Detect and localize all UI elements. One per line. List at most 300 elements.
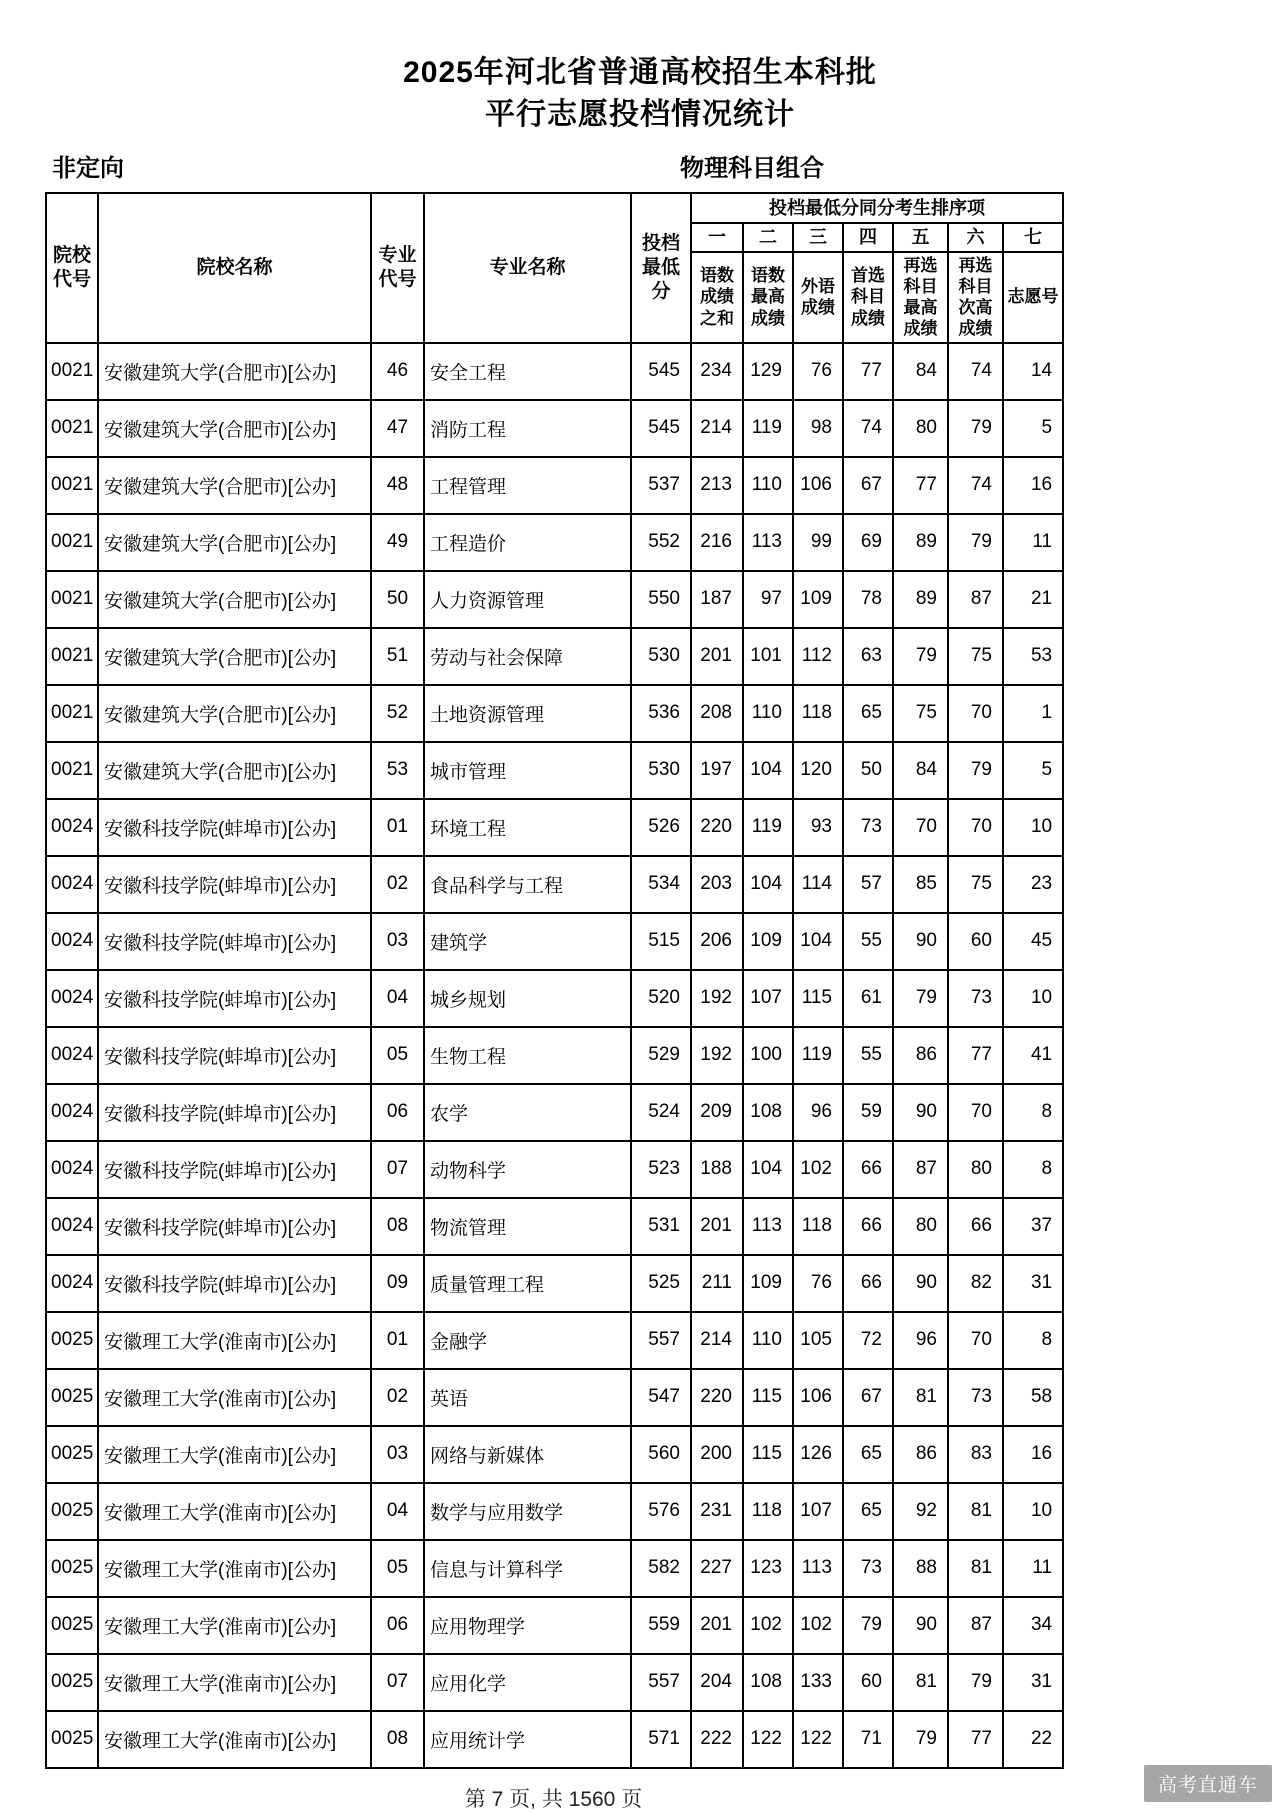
major-name-cell: 人力资源管理 <box>424 571 631 628</box>
major-code-cell: 03 <box>371 913 424 970</box>
tiebreak-4-cell: 55 <box>843 913 893 970</box>
tiebreak-3-cell: 115 <box>793 970 843 1027</box>
major-name-cell: 农学 <box>424 1084 631 1141</box>
tiebreak-num-2: 二 <box>743 223 793 252</box>
tiebreak-5-cell: 81 <box>893 1369 948 1426</box>
tiebreak-5-cell: 81 <box>893 1654 948 1711</box>
col-header-major-name: 专业名称 <box>424 193 631 343</box>
min-score-cell: 530 <box>631 628 691 685</box>
tiebreak-label-1: 语数成绩之和 <box>691 252 743 343</box>
tiebreak-2-cell: 104 <box>743 1141 793 1198</box>
college-name-cell: 安徽建筑大学(合肥市)[公办] <box>98 742 371 799</box>
college-code-cell: 0025 <box>46 1369 98 1426</box>
major-name-cell: 工程造价 <box>424 514 631 571</box>
tiebreak-1-cell: 197 <box>691 742 743 799</box>
tiebreak-7-cell: 21 <box>1003 571 1063 628</box>
tiebreak-6-cell: 79 <box>948 742 1003 799</box>
tiebreak-2-cell: 108 <box>743 1654 793 1711</box>
tiebreak-7-cell: 16 <box>1003 457 1063 514</box>
title-line-1: 2025年河北省普通高校招生本科批 <box>403 56 877 89</box>
major-code-cell: 07 <box>371 1654 424 1711</box>
tiebreak-label-3: 外语成绩 <box>793 252 843 343</box>
tiebreak-3-cell: 106 <box>793 457 843 514</box>
table-row <box>46 514 1063 571</box>
major-code-cell: 04 <box>371 1483 424 1540</box>
college-code-cell: 0021 <box>46 400 98 457</box>
table-row <box>46 1483 1063 1540</box>
tiebreak-2-cell: 102 <box>743 1597 793 1654</box>
major-name-cell: 土地资源管理 <box>424 685 631 742</box>
college-code-cell: 0025 <box>46 1483 98 1540</box>
major-code-cell: 46 <box>371 343 424 400</box>
college-code-cell: 0021 <box>46 457 98 514</box>
tiebreak-2-cell: 97 <box>743 571 793 628</box>
tiebreak-3-cell: 102 <box>793 1597 843 1654</box>
major-name-cell: 数学与应用数学 <box>424 1483 631 1540</box>
tiebreak-3-cell: 114 <box>793 856 843 913</box>
tiebreak-2-cell: 123 <box>743 1540 793 1597</box>
tiebreak-1-cell: 201 <box>691 1597 743 1654</box>
major-code-cell: 05 <box>371 1027 424 1084</box>
tiebreak-1-cell: 213 <box>691 457 743 514</box>
min-score-cell: 530 <box>631 742 691 799</box>
tiebreak-4-cell: 66 <box>843 1255 893 1312</box>
major-code-cell: 06 <box>371 1597 424 1654</box>
major-code-cell: 49 <box>371 514 424 571</box>
min-score-cell: 526 <box>631 799 691 856</box>
tiebreak-1-cell: 227 <box>691 1540 743 1597</box>
major-code-cell: 53 <box>371 742 424 799</box>
min-score-cell: 576 <box>631 1483 691 1540</box>
tiebreak-3-cell: 99 <box>793 514 843 571</box>
tiebreak-1-cell: 187 <box>691 571 743 628</box>
tiebreak-4-cell: 78 <box>843 571 893 628</box>
college-name-cell: 安徽科技学院(蚌埠市)[公办] <box>98 799 371 856</box>
table-row <box>46 1084 1063 1141</box>
major-code-cell: 08 <box>371 1198 424 1255</box>
tiebreak-6-cell: 75 <box>948 628 1003 685</box>
tiebreak-4-cell: 69 <box>843 514 893 571</box>
major-name-cell: 应用统计学 <box>424 1711 631 1768</box>
major-name-cell: 消防工程 <box>424 400 631 457</box>
college-code-cell: 0024 <box>46 1141 98 1198</box>
college-code-cell: 0021 <box>46 571 98 628</box>
major-code-cell: 03 <box>371 1426 424 1483</box>
min-score-cell: 531 <box>631 1198 691 1255</box>
min-score-cell: 520 <box>631 970 691 1027</box>
college-name-cell: 安徽理工大学(淮南市)[公办] <box>98 1540 371 1597</box>
tiebreak-2-cell: 101 <box>743 628 793 685</box>
major-code-cell: 50 <box>371 571 424 628</box>
college-code-cell: 0021 <box>46 514 98 571</box>
tiebreak-6-cell: 77 <box>948 1027 1003 1084</box>
watermark-badge: 高考直通车 <box>1144 1765 1272 1802</box>
min-score-cell: 515 <box>631 913 691 970</box>
college-name-cell: 安徽建筑大学(合肥市)[公办] <box>98 628 371 685</box>
major-name-cell: 劳动与社会保障 <box>424 628 631 685</box>
major-code-cell: 01 <box>371 1312 424 1369</box>
tiebreak-7-cell: 8 <box>1003 1084 1063 1141</box>
major-code-cell: 07 <box>371 1141 424 1198</box>
college-code-cell: 0024 <box>46 1027 98 1084</box>
major-name-cell: 工程管理 <box>424 457 631 514</box>
tiebreak-7-cell: 11 <box>1003 1540 1063 1597</box>
tiebreak-3-cell: 126 <box>793 1426 843 1483</box>
tiebreak-6-cell: 75 <box>948 856 1003 913</box>
college-code-cell: 0021 <box>46 628 98 685</box>
tiebreak-6-cell: 79 <box>948 400 1003 457</box>
college-code-cell: 0024 <box>46 1084 98 1141</box>
min-score-cell: 529 <box>631 1027 691 1084</box>
tiebreak-1-cell: 222 <box>691 1711 743 1768</box>
tiebreak-2-cell: 110 <box>743 457 793 514</box>
major-code-cell: 01 <box>371 799 424 856</box>
college-name-cell: 安徽科技学院(蚌埠市)[公办] <box>98 1027 371 1084</box>
table-row <box>46 685 1063 742</box>
tiebreak-7-cell: 5 <box>1003 742 1063 799</box>
college-code-cell: 0025 <box>46 1426 98 1483</box>
tiebreak-1-cell: 192 <box>691 970 743 1027</box>
table-row <box>46 1654 1063 1711</box>
min-score-cell: 557 <box>631 1654 691 1711</box>
tiebreak-3-cell: 112 <box>793 628 843 685</box>
tiebreak-5-cell: 79 <box>893 628 948 685</box>
tiebreak-5-cell: 84 <box>893 343 948 400</box>
subheader-row <box>0 148 1280 184</box>
tiebreak-2-cell: 107 <box>743 970 793 1027</box>
table-row <box>46 799 1063 856</box>
tiebreak-3-cell: 119 <box>793 1027 843 1084</box>
tiebreak-7-cell: 11 <box>1003 514 1063 571</box>
tiebreak-5-cell: 89 <box>893 571 948 628</box>
tiebreak-num-4: 四 <box>843 223 893 252</box>
tiebreak-label-7: 志愿号 <box>1003 252 1063 343</box>
college-name-cell: 安徽理工大学(淮南市)[公办] <box>98 1711 371 1768</box>
tiebreak-3-cell: 106 <box>793 1369 843 1426</box>
tiebreak-1-cell: 214 <box>691 1312 743 1369</box>
tiebreak-3-cell: 107 <box>793 1483 843 1540</box>
tiebreak-2-cell: 104 <box>743 742 793 799</box>
tiebreak-1-cell: 211 <box>691 1255 743 1312</box>
tiebreak-3-cell: 120 <box>793 742 843 799</box>
tiebreak-6-cell: 70 <box>948 799 1003 856</box>
tiebreak-3-cell: 102 <box>793 1141 843 1198</box>
tiebreak-1-cell: 188 <box>691 1141 743 1198</box>
table-row <box>46 1255 1063 1312</box>
college-code-cell: 0024 <box>46 856 98 913</box>
table-row <box>46 628 1063 685</box>
tiebreak-3-cell: 76 <box>793 343 843 400</box>
tiebreak-6-cell: 83 <box>948 1426 1003 1483</box>
table-row <box>46 1597 1063 1654</box>
major-name-cell: 生物工程 <box>424 1027 631 1084</box>
tiebreak-7-cell: 45 <box>1003 913 1063 970</box>
table-header <box>46 193 1063 343</box>
tiebreak-1-cell: 204 <box>691 1654 743 1711</box>
tiebreak-2-cell: 122 <box>743 1711 793 1768</box>
tiebreak-num-6: 六 <box>948 223 1003 252</box>
major-name-cell: 网络与新媒体 <box>424 1426 631 1483</box>
min-score-cell: 582 <box>631 1540 691 1597</box>
major-name-cell: 质量管理工程 <box>424 1255 631 1312</box>
major-code-cell: 52 <box>371 685 424 742</box>
table-row <box>46 1141 1063 1198</box>
tiebreak-7-cell: 34 <box>1003 1597 1063 1654</box>
tiebreak-4-cell: 67 <box>843 457 893 514</box>
tiebreak-3-cell: 118 <box>793 685 843 742</box>
tiebreak-1-cell: 216 <box>691 514 743 571</box>
major-name-cell: 动物科学 <box>424 1141 631 1198</box>
tiebreak-4-cell: 59 <box>843 1084 893 1141</box>
college-code-cell: 0021 <box>46 685 98 742</box>
tiebreak-7-cell: 5 <box>1003 400 1063 457</box>
tiebreak-6-cell: 73 <box>948 1369 1003 1426</box>
major-name-cell: 环境工程 <box>424 799 631 856</box>
tiebreak-5-cell: 90 <box>893 913 948 970</box>
major-code-cell: 02 <box>371 1369 424 1426</box>
tiebreak-5-cell: 77 <box>893 457 948 514</box>
tiebreak-7-cell: 1 <box>1003 685 1063 742</box>
college-code-cell: 0024 <box>46 970 98 1027</box>
tiebreak-6-cell: 70 <box>948 685 1003 742</box>
subject-group-label: 物理科目组合 <box>680 155 824 182</box>
tiebreak-6-cell: 74 <box>948 343 1003 400</box>
major-code-cell: 05 <box>371 1540 424 1597</box>
tiebreak-4-cell: 55 <box>843 1027 893 1084</box>
tiebreak-1-cell: 214 <box>691 400 743 457</box>
tiebreak-5-cell: 90 <box>893 1597 948 1654</box>
tiebreak-6-cell: 60 <box>948 913 1003 970</box>
table-row <box>46 1540 1063 1597</box>
tiebreak-7-cell: 41 <box>1003 1027 1063 1084</box>
min-score-cell: 560 <box>631 1426 691 1483</box>
tiebreak-6-cell: 77 <box>948 1711 1003 1768</box>
major-name-cell: 信息与计算科学 <box>424 1540 631 1597</box>
tiebreak-3-cell: 118 <box>793 1198 843 1255</box>
tiebreak-4-cell: 74 <box>843 400 893 457</box>
tiebreak-6-cell: 74 <box>948 457 1003 514</box>
tiebreak-1-cell: 203 <box>691 856 743 913</box>
tiebreak-7-cell: 8 <box>1003 1141 1063 1198</box>
college-name-cell: 安徽理工大学(淮南市)[公办] <box>98 1597 371 1654</box>
table-row <box>46 1027 1063 1084</box>
major-name-cell: 物流管理 <box>424 1198 631 1255</box>
tiebreak-4-cell: 65 <box>843 1483 893 1540</box>
min-score-cell: 537 <box>631 457 691 514</box>
major-name-cell: 英语 <box>424 1369 631 1426</box>
table-row <box>46 1312 1063 1369</box>
college-code-cell: 0025 <box>46 1711 98 1768</box>
tiebreak-2-cell: 113 <box>743 514 793 571</box>
tiebreak-1-cell: 234 <box>691 343 743 400</box>
tiebreak-label-4: 首选科目成绩 <box>843 252 893 343</box>
min-score-cell: 552 <box>631 514 691 571</box>
tiebreak-1-cell: 206 <box>691 913 743 970</box>
tiebreak-num-7: 七 <box>1003 223 1063 252</box>
tiebreak-5-cell: 86 <box>893 1027 948 1084</box>
tiebreak-2-cell: 118 <box>743 1483 793 1540</box>
college-name-cell: 安徽科技学院(蚌埠市)[公办] <box>98 970 371 1027</box>
tiebreak-1-cell: 220 <box>691 799 743 856</box>
min-score-cell: 523 <box>631 1141 691 1198</box>
tiebreak-3-cell: 122 <box>793 1711 843 1768</box>
min-score-cell: 571 <box>631 1711 691 1768</box>
tiebreak-5-cell: 89 <box>893 514 948 571</box>
tiebreak-2-cell: 110 <box>743 685 793 742</box>
tiebreak-7-cell: 8 <box>1003 1312 1063 1369</box>
tiebreak-6-cell: 87 <box>948 571 1003 628</box>
major-name-cell: 应用化学 <box>424 1654 631 1711</box>
min-score-cell: 545 <box>631 343 691 400</box>
min-score-cell: 550 <box>631 571 691 628</box>
tiebreak-3-cell: 76 <box>793 1255 843 1312</box>
college-code-cell: 0021 <box>46 343 98 400</box>
document-title <box>0 0 1280 136</box>
tiebreak-4-cell: 73 <box>843 1540 893 1597</box>
tiebreak-4-cell: 61 <box>843 970 893 1027</box>
major-name-cell: 金融学 <box>424 1312 631 1369</box>
col-header-tiebreak-group: 投档最低分同分考生排序项 <box>691 193 1063 223</box>
table-row <box>46 1426 1063 1483</box>
tiebreak-2-cell: 104 <box>743 856 793 913</box>
tiebreak-6-cell: 79 <box>948 1654 1003 1711</box>
college-code-cell: 0024 <box>46 1198 98 1255</box>
tiebreak-6-cell: 66 <box>948 1198 1003 1255</box>
tiebreak-4-cell: 67 <box>843 1369 893 1426</box>
tiebreak-3-cell: 96 <box>793 1084 843 1141</box>
col-header-major-code: 专业代号 <box>371 193 424 343</box>
major-name-cell: 应用物理学 <box>424 1597 631 1654</box>
college-name-cell: 安徽科技学院(蚌埠市)[公办] <box>98 913 371 970</box>
tiebreak-7-cell: 58 <box>1003 1369 1063 1426</box>
table-row <box>46 457 1063 514</box>
tiebreak-1-cell: 201 <box>691 628 743 685</box>
tiebreak-num-1: 一 <box>691 223 743 252</box>
tiebreak-2-cell: 109 <box>743 1255 793 1312</box>
tiebreak-5-cell: 84 <box>893 742 948 799</box>
college-code-cell: 0024 <box>46 913 98 970</box>
major-code-cell: 06 <box>371 1084 424 1141</box>
college-name-cell: 安徽科技学院(蚌埠市)[公办] <box>98 1198 371 1255</box>
college-name-cell: 安徽科技学院(蚌埠市)[公办] <box>98 856 371 913</box>
major-code-cell: 51 <box>371 628 424 685</box>
plan-type-label: 非定向 <box>52 155 124 182</box>
tiebreak-6-cell: 79 <box>948 514 1003 571</box>
college-code-cell: 0025 <box>46 1654 98 1711</box>
major-code-cell: 47 <box>371 400 424 457</box>
tiebreak-6-cell: 82 <box>948 1255 1003 1312</box>
table-row <box>46 1711 1063 1768</box>
tiebreak-4-cell: 71 <box>843 1711 893 1768</box>
tiebreak-6-cell: 70 <box>948 1312 1003 1369</box>
major-code-cell: 48 <box>371 457 424 514</box>
tiebreak-6-cell: 81 <box>948 1483 1003 1540</box>
tiebreak-5-cell: 86 <box>893 1426 948 1483</box>
min-score-cell: 525 <box>631 1255 691 1312</box>
tiebreak-7-cell: 16 <box>1003 1426 1063 1483</box>
tiebreak-3-cell: 98 <box>793 400 843 457</box>
tiebreak-6-cell: 81 <box>948 1540 1003 1597</box>
table-row <box>46 742 1063 799</box>
tiebreak-6-cell: 87 <box>948 1597 1003 1654</box>
col-header-college-code: 院校代号 <box>46 193 98 343</box>
college-name-cell: 安徽理工大学(淮南市)[公办] <box>98 1654 371 1711</box>
table-body <box>46 343 1063 1768</box>
tiebreak-7-cell: 10 <box>1003 799 1063 856</box>
tiebreak-6-cell: 80 <box>948 1141 1003 1198</box>
tiebreak-4-cell: 79 <box>843 1597 893 1654</box>
tiebreak-7-cell: 53 <box>1003 628 1063 685</box>
tiebreak-5-cell: 80 <box>893 400 948 457</box>
tiebreak-2-cell: 115 <box>743 1426 793 1483</box>
tiebreak-7-cell: 37 <box>1003 1198 1063 1255</box>
page-number-info: 第 7 页, 共 1560 页 <box>464 1787 643 1811</box>
tiebreak-2-cell: 100 <box>743 1027 793 1084</box>
tiebreak-4-cell: 50 <box>843 742 893 799</box>
table-row <box>46 970 1063 1027</box>
tiebreak-1-cell: 231 <box>691 1483 743 1540</box>
tiebreak-2-cell: 115 <box>743 1369 793 1426</box>
tiebreak-2-cell: 109 <box>743 913 793 970</box>
tiebreak-1-cell: 201 <box>691 1198 743 1255</box>
tiebreak-7-cell: 31 <box>1003 1654 1063 1711</box>
tiebreak-3-cell: 104 <box>793 913 843 970</box>
tiebreak-7-cell: 31 <box>1003 1255 1063 1312</box>
tiebreak-5-cell: 92 <box>893 1483 948 1540</box>
tiebreak-5-cell: 88 <box>893 1540 948 1597</box>
college-name-cell: 安徽科技学院(蚌埠市)[公办] <box>98 1084 371 1141</box>
college-code-cell: 0025 <box>46 1312 98 1369</box>
tiebreak-label-5: 再选科目最高成绩 <box>893 252 948 343</box>
min-score-cell: 534 <box>631 856 691 913</box>
tiebreak-4-cell: 63 <box>843 628 893 685</box>
tiebreak-7-cell: 14 <box>1003 343 1063 400</box>
college-name-cell: 安徽建筑大学(合肥市)[公办] <box>98 514 371 571</box>
tiebreak-2-cell: 119 <box>743 799 793 856</box>
tiebreak-2-cell: 113 <box>743 1198 793 1255</box>
admission-table <box>45 192 1064 1769</box>
major-name-cell: 城市管理 <box>424 742 631 799</box>
college-code-cell: 0025 <box>46 1540 98 1597</box>
college-name-cell: 安徽理工大学(淮南市)[公办] <box>98 1312 371 1369</box>
min-score-cell: 557 <box>631 1312 691 1369</box>
tiebreak-5-cell: 87 <box>893 1141 948 1198</box>
tiebreak-5-cell: 90 <box>893 1255 948 1312</box>
tiebreak-6-cell: 70 <box>948 1084 1003 1141</box>
tiebreak-3-cell: 133 <box>793 1654 843 1711</box>
tiebreak-1-cell: 208 <box>691 685 743 742</box>
table-row <box>46 400 1063 457</box>
tiebreak-3-cell: 93 <box>793 799 843 856</box>
tiebreak-4-cell: 65 <box>843 1426 893 1483</box>
college-code-cell: 0024 <box>46 799 98 856</box>
college-name-cell: 安徽科技学院(蚌埠市)[公办] <box>98 1255 371 1312</box>
table-row <box>46 1198 1063 1255</box>
major-name-cell: 食品科学与工程 <box>424 856 631 913</box>
college-name-cell: 安徽建筑大学(合肥市)[公办] <box>98 343 371 400</box>
college-code-cell: 0024 <box>46 1255 98 1312</box>
tiebreak-5-cell: 80 <box>893 1198 948 1255</box>
tiebreak-2-cell: 110 <box>743 1312 793 1369</box>
college-name-cell: 安徽建筑大学(合肥市)[公办] <box>98 457 371 514</box>
college-name-cell: 安徽理工大学(淮南市)[公办] <box>98 1426 371 1483</box>
tiebreak-5-cell: 90 <box>893 1084 948 1141</box>
major-code-cell: 09 <box>371 1255 424 1312</box>
college-name-cell: 安徽建筑大学(合肥市)[公办] <box>98 400 371 457</box>
tiebreak-3-cell: 105 <box>793 1312 843 1369</box>
tiebreak-7-cell: 23 <box>1003 856 1063 913</box>
col-header-min-score: 投档最低分 <box>631 193 691 343</box>
